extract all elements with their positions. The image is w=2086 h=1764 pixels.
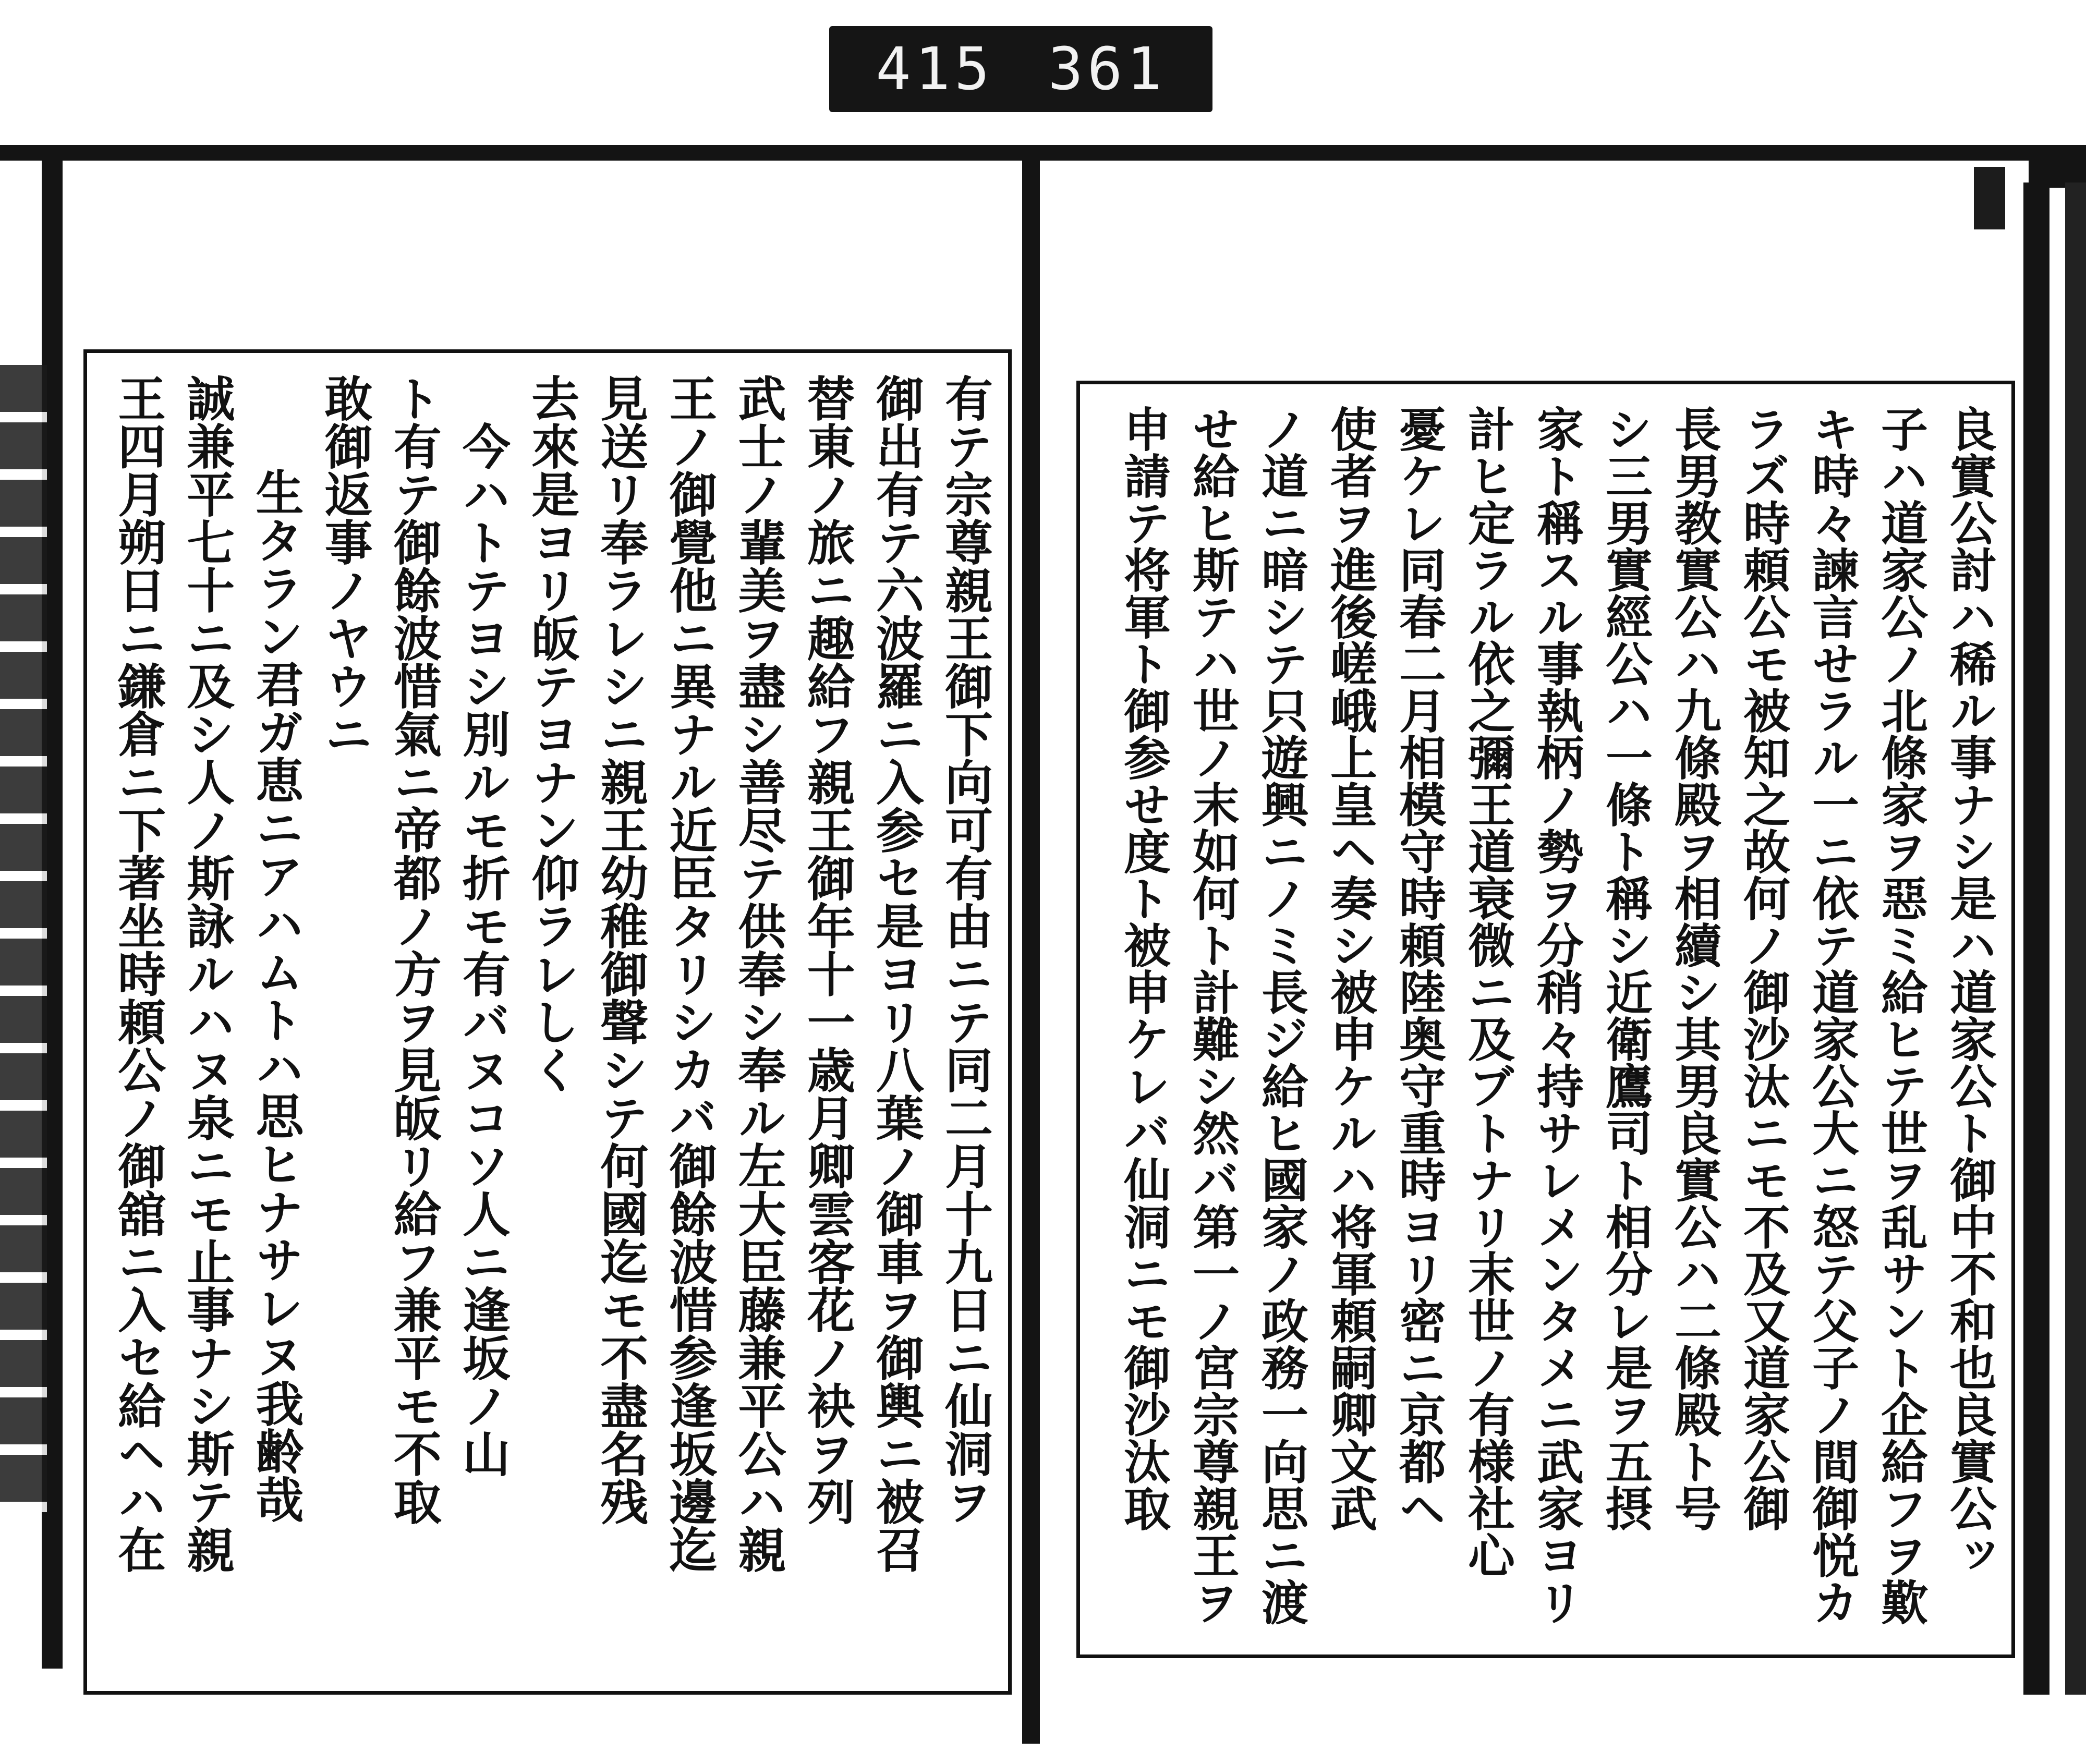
text-column: シ三男實經公ハ一條ト稱シ近衛鷹司ト相分レ是ヲ五摂 [1597, 405, 1653, 1531]
text-column: 誠兼平七十ニ及シ人ノ斯詠ルハヌ泉ニモ止事ナシ斯テ親 [179, 374, 236, 1573]
left-page [63, 162, 1022, 1689]
text-column: 今ハトテヨシ別ルモ折モ有バヌコソ人ニ逢坂ノ山 [454, 422, 511, 1477]
text-column: 憂ケレ同春二月相模守時頼陸奥守重時ヨリ密ニ京都ヘ [1391, 405, 1446, 1531]
text-column: 家ト稱スル事執柄ノ勢ヲ分稍々持サレメンタメニ武家ヨリ [1529, 405, 1584, 1625]
text-column: 御出有テ六波羅ニ入参セ是ヨリ八葉ノ御車ヲ御輿ニ被召 [868, 374, 925, 1573]
text-column: 敢御返事ノヤウニ [317, 374, 373, 758]
text-column: 使者ヲ進後嵯峨上皇ヘ奏シ被申ケルハ将軍頼嗣卿文武 [1322, 405, 1377, 1531]
frame-number-left: 415 [876, 35, 994, 103]
bleed-through-left [0, 365, 47, 1512]
text-column: ラズ時頼公モ被知之故何ノ御沙汰ニモ不及又道家公御 [1735, 405, 1790, 1531]
book-right-edge [2023, 183, 2049, 1695]
bleed-through-right [1974, 167, 2005, 229]
text-column: 良實公討ハ稀ル事ナシ是ハ道家公ト御中不和也良實公ッ [1942, 405, 1997, 1578]
text-column: 去來是ヨリ皈テヨナン仰ラレしく [524, 374, 580, 1093]
book-right-outer-edge [2065, 183, 2086, 1695]
text-column: 生タラン君ガ恵ニアハムトハ思ヒナサレヌ我齢哉 [248, 468, 305, 1523]
binding-top-edge [0, 145, 2086, 161]
right-page [1040, 162, 2023, 1689]
text-column: 替東ノ旅ニ趣給フ親王御年十一歳月卿雲客花ノ袂ヲ列 [799, 374, 856, 1525]
text-column: 王ノ御覺他ニ異ナル近臣タリシカバ御餘波惜参逢坂邊迄 [661, 374, 718, 1573]
text-column: 王四月朔日ニ鎌倉ニ下著坐時頼公ノ御舘ニ入セ給ヘハ在 [110, 374, 167, 1573]
text-column: 計ヒ定ラル依之彌王道衰微ニ及ブトナリ末世ノ有様社心 [1460, 405, 1515, 1578]
text-column: せ給ヒ斯テハ世ノ末如何ト計難シ然バ第一ノ宮宗尊親王ヲ [1184, 405, 1240, 1625]
text-column: 長男教實公ハ九條殿ヲ相續シ其男良實公ハ二條殿ト号 [1666, 405, 1721, 1531]
right-text-frame [1076, 381, 2015, 1658]
left-text-frame [83, 349, 1012, 1695]
text-column: ト有テ御餘波惜氣ニ帝都ノ方ヲ見皈リ給フ兼平モ不取 [385, 374, 442, 1525]
text-column: 武士ノ輩美ヲ盡シ善尽テ供奉シ奉ル左大臣藤兼平公ハ親 [730, 374, 787, 1573]
text-column: 見送リ奉ラレシニ親王幼稚御聲シテ何國迄モ不盡名残 [592, 374, 649, 1525]
text-column: ノ道ニ暗シテ只遊興ニノミ長ジ給ヒ國家ノ政務一向思ニ渡 [1253, 405, 1308, 1625]
text-column: 有テ宗尊親王御下向可有由ニテ同二月十九日ニ仙洞ヲ [937, 374, 993, 1525]
text-column: 申請テ将軍ト御参せ度ト被申ケレバ仙洞ニモ御沙汰取 [1115, 405, 1171, 1531]
text-column: キ時々諫言せラル一ニ依テ道家公大ニ怒テ父子ノ間御悦カ [1804, 405, 1859, 1625]
frame-number-right: 361 [1048, 35, 1166, 103]
microfilm-frame-number [829, 26, 1212, 112]
book-spine [1022, 156, 1040, 1744]
text-column: 子ハ道家公ノ北條家ヲ惡ミ給ヒテ世ヲ乱サント企給フヲ歎 [1873, 405, 1928, 1625]
